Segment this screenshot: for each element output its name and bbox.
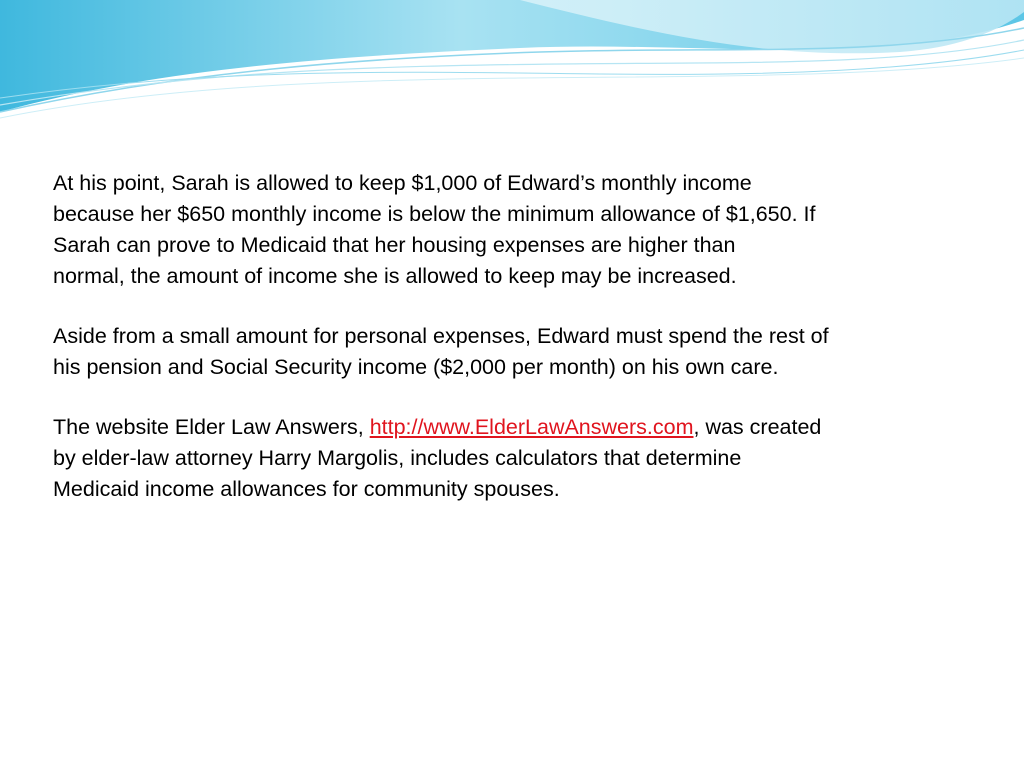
- paragraph-edward-expenses: Aside from a small amount for personal expenses, Edward must spend the rest of his pension and Social Security income ($2,000 per month) on his own care.: [53, 324, 829, 379]
- elder-law-answers-link[interactable]: http://www.ElderLawAnswers.com: [369, 415, 694, 439]
- header-wave-decoration: [0, 0, 1024, 130]
- paragraph-text-after-link: , was created by elder-law attorney Harry Margolis, includes calculators that determine Medicaid income allowances for community spouses.: [53, 415, 822, 501]
- paragraph-text-before-link: The website Elder Law Answers,: [53, 415, 370, 439]
- paragraph-elder-law-answers: [53, 412, 993, 505]
- paragraph-sarah-allowance: At his point, Sarah is allowed to keep $1,000 of Edward’s monthly income because her $650 monthly income is below the minimum allowance of $1,650. If Sarah can prove to Medicaid that her housing expenses are higher than normal, the amount of income she is allowed to keep may be increased.: [53, 171, 816, 288]
- slide-body: [53, 168, 993, 534]
